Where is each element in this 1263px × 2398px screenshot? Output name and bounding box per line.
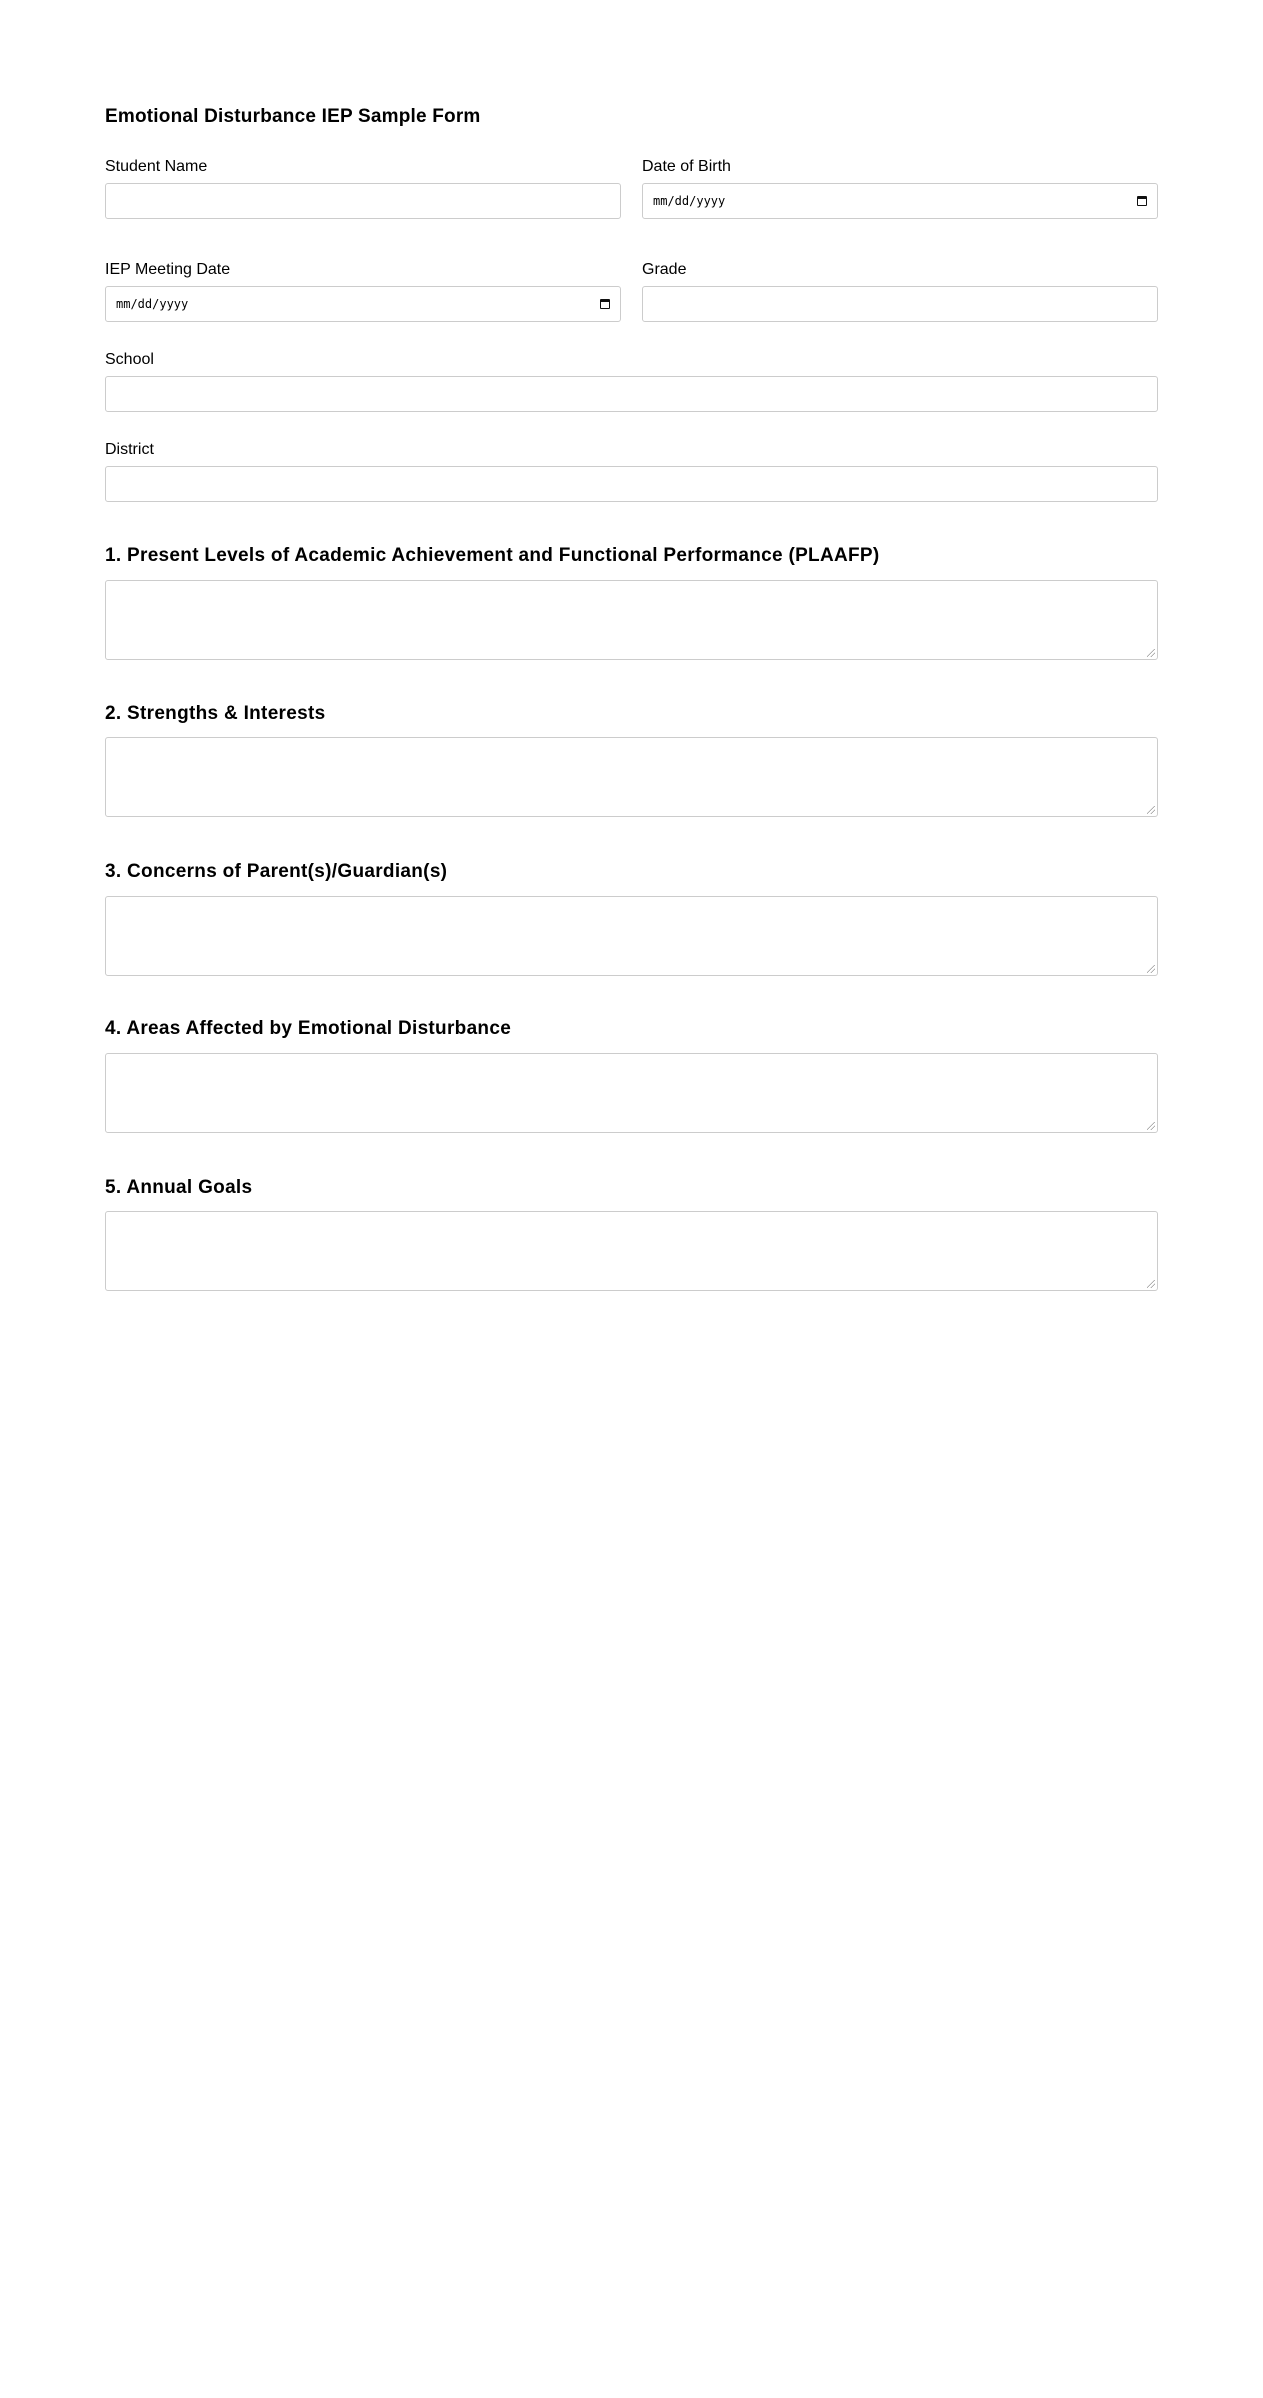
areas-affected-textarea[interactable] bbox=[105, 1053, 1158, 1133]
annual-goals-heading: 5. Annual Goals bbox=[105, 1177, 253, 1198]
date-of-birth-label: Date of Birth bbox=[642, 158, 731, 175]
iep-meeting-date-input[interactable] bbox=[105, 286, 621, 322]
strengths-textarea[interactable] bbox=[105, 737, 1158, 817]
calendar-icon[interactable] bbox=[1137, 196, 1147, 206]
plaafp-heading: 1. Present Levels of Academic Achievement and Functional Performance (PLAAFP) bbox=[105, 545, 880, 566]
resize-handle-icon[interactable] bbox=[1147, 965, 1155, 973]
resize-handle-icon[interactable] bbox=[1147, 806, 1155, 814]
form-title: Emotional Disturbance IEP Sample Form bbox=[105, 106, 481, 127]
date-of-birth-placeholder: mm/dd/yyyy bbox=[653, 194, 726, 208]
date-of-birth-input[interactable] bbox=[642, 183, 1158, 219]
parent-concerns-heading: 3. Concerns of Parent(s)/Guardian(s) bbox=[105, 861, 448, 882]
district-label: District bbox=[105, 441, 154, 458]
plaafp-textarea[interactable] bbox=[105, 580, 1158, 660]
parent-concerns-textarea[interactable] bbox=[105, 896, 1158, 976]
school-label: School bbox=[105, 351, 154, 368]
iep-meeting-date-placeholder: mm/dd/yyyy bbox=[116, 297, 189, 311]
student-name-input[interactable] bbox=[105, 183, 621, 219]
annual-goals-textarea[interactable] bbox=[105, 1211, 1158, 1291]
district-input[interactable] bbox=[105, 466, 1158, 502]
student-name-label: Student Name bbox=[105, 158, 208, 175]
resize-handle-icon[interactable] bbox=[1147, 649, 1155, 657]
iep-meeting-date-label: IEP Meeting Date bbox=[105, 261, 231, 278]
grade-label: Grade bbox=[642, 261, 687, 278]
calendar-icon[interactable] bbox=[600, 299, 610, 309]
grade-input[interactable] bbox=[642, 286, 1158, 322]
areas-affected-heading: 4. Areas Affected by Emotional Disturbance bbox=[105, 1018, 512, 1039]
school-input[interactable] bbox=[105, 376, 1158, 412]
resize-handle-icon[interactable] bbox=[1147, 1122, 1155, 1130]
resize-handle-icon[interactable] bbox=[1147, 1280, 1155, 1288]
strengths-heading: 2. Strengths & Interests bbox=[105, 703, 326, 724]
